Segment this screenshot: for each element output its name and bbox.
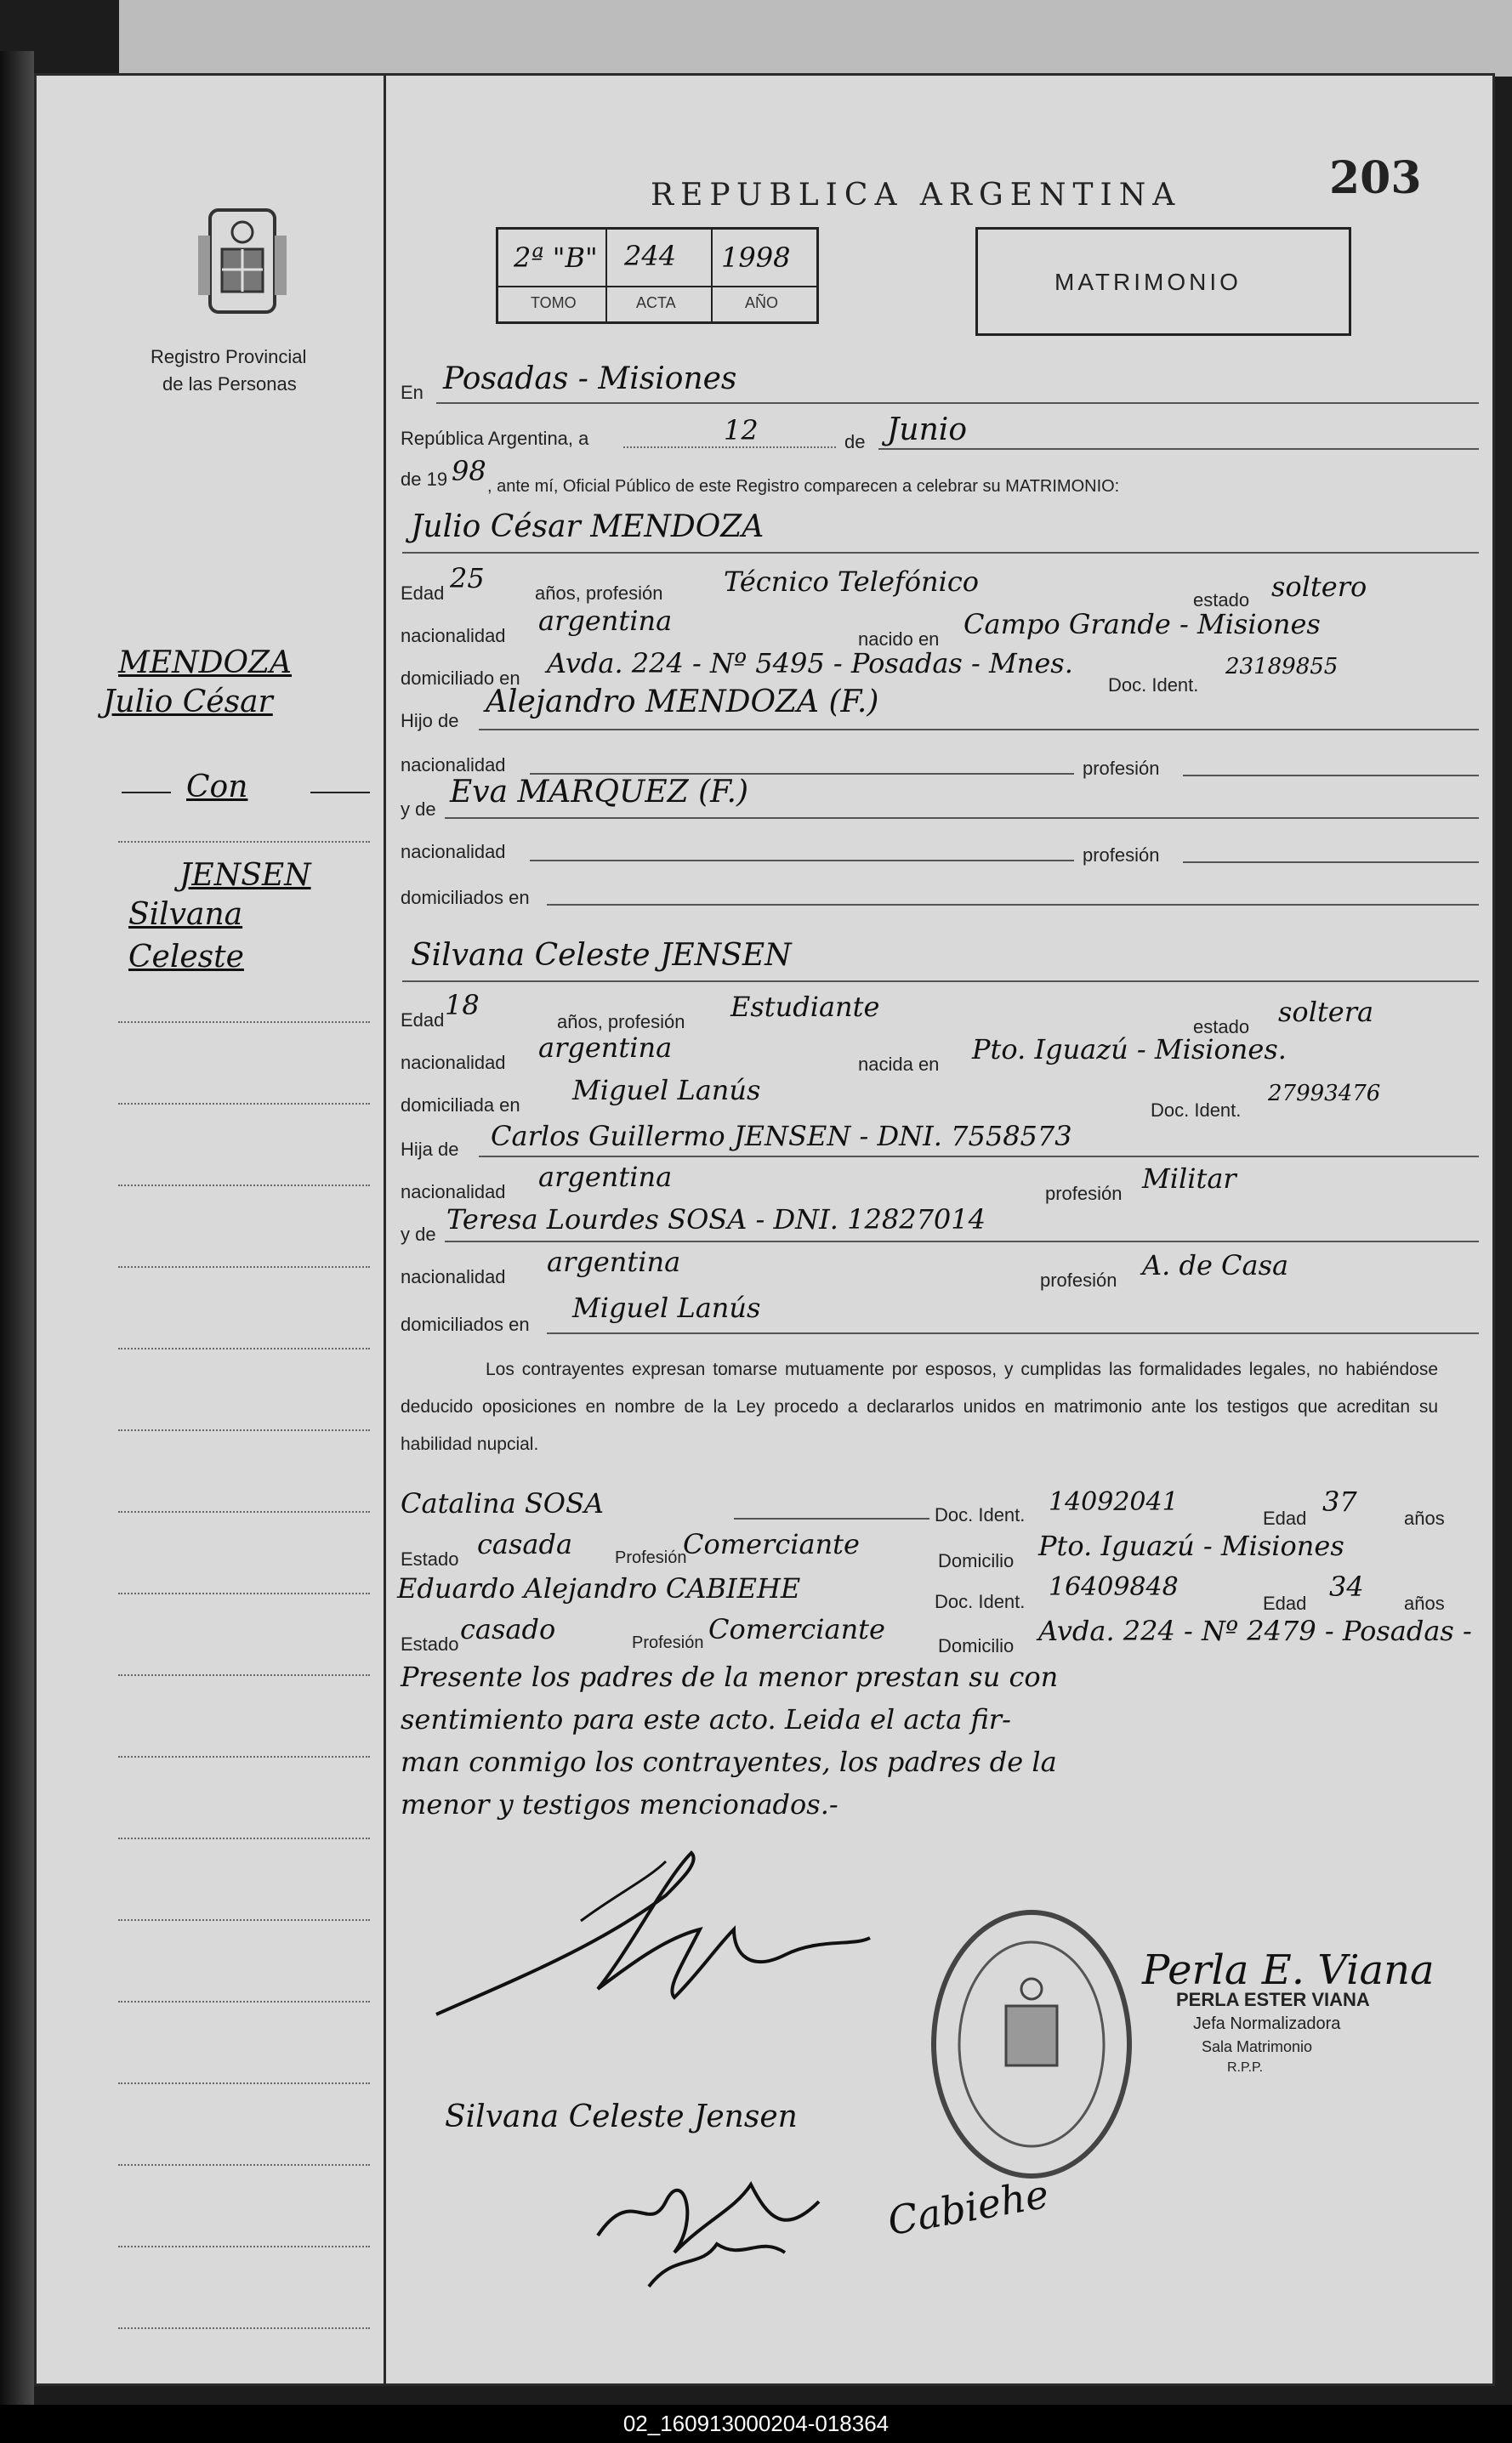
en-label: En (401, 382, 423, 403)
witness1-name: Catalina SOSA (401, 1487, 605, 1520)
republica-label: República Argentina, a (401, 428, 589, 449)
bride-nationality: argentina (538, 1031, 673, 1064)
margin-surname-bride: JENSEN (179, 858, 311, 893)
groom-status: soltero (1271, 571, 1367, 603)
observation-line-3: man conmigo los contrayentes, los padres de la (401, 1746, 1057, 1778)
witness1-status: casada (477, 1528, 573, 1560)
record-reference-box (496, 227, 819, 324)
witness2-profession-label: Profesión (632, 1633, 704, 1652)
document-type: MATRIMONIO (1054, 269, 1242, 295)
de-label: de (844, 431, 866, 452)
bride-father: Carlos Guillermo JENSEN - DNI. 7558573 (491, 1120, 1072, 1152)
margin-name-bride-b: Celeste (128, 940, 244, 974)
witness2-age-label: Edad (1263, 1593, 1307, 1614)
groom-birthplace-label: nacido en (858, 628, 940, 650)
witness1-age-label: Edad (1263, 1508, 1307, 1529)
tomo-value: 2ª "B" (514, 241, 598, 274)
bride-father-nationality-label: nacionalidad (401, 1181, 506, 1202)
parent-signature-scribble (581, 2133, 853, 2304)
document-type-box (975, 227, 1351, 336)
groom-signature-scribble (411, 1844, 887, 2031)
officer-title: Jefa Normalizadora (1193, 2014, 1341, 2033)
bride-father-nationality: argentina (538, 1161, 673, 1193)
groom-father-nationality-label: nacionalidad (401, 754, 506, 776)
groom-nationality-label: nacionalidad (401, 625, 506, 646)
bride-doc-label: Doc. Ident. (1151, 1099, 1242, 1121)
groom-nationality: argentina (538, 605, 673, 637)
anio-value: 1998 (721, 241, 791, 274)
witness2-address: Avda. 224 - Nº 2479 - Posadas - (1038, 1615, 1472, 1647)
witness1-years-label: años (1404, 1508, 1445, 1529)
groom-doc-label: Doc. Ident. (1108, 674, 1199, 696)
officer-org: R.P.P. (1227, 2060, 1264, 2075)
groom-profession: Técnico Telefónico (724, 565, 980, 598)
witness2-years-label: años (1404, 1593, 1445, 1614)
bride-mother-profession-label: profesión (1040, 1270, 1117, 1291)
groom-mother: Eva MARQUEZ (F.) (450, 775, 748, 810)
certificate-page (34, 73, 1495, 2386)
bride-age: 18 (445, 989, 480, 1021)
margin-divider (384, 76, 386, 2383)
bride-mother: Teresa Lourdes SOSA - DNI. 12827014 (446, 1203, 986, 1236)
observation-line-2: sentimiento para este acto. Leida el acta fir- (401, 1703, 1011, 1736)
bride-nationality-label: nacionalidad (401, 1052, 506, 1073)
groom-mother-nationality-label: nacionalidad (401, 841, 506, 862)
bride-parents-address: Miguel Lanús (572, 1292, 761, 1324)
witness2-name: Eduardo Alejandro CABIEHE (397, 1572, 801, 1605)
observation-line-1: Presente los padres de la menor prestan su con (401, 1661, 1059, 1693)
margin-surname-groom: MENDOZA (118, 645, 293, 680)
groom-age-label: Edad (401, 582, 445, 604)
year-prefix: de 19 (401, 469, 448, 490)
acta-label: ACTA (636, 294, 676, 311)
witness1-age: 37 (1322, 1486, 1357, 1518)
bride-status-label: estado (1193, 1016, 1250, 1037)
groom-full-name: Julio César MENDOZA (411, 509, 765, 544)
bride-years-label: años, profesión (557, 1011, 685, 1032)
witness2-doc: 16409848 (1049, 1572, 1179, 1602)
bride-birthplace-label: nacida en (858, 1054, 940, 1075)
bride-full-name: Silvana Celeste JENSEN (411, 938, 792, 973)
bride-daughter-of-label: Hija de (401, 1139, 459, 1160)
book-binding (0, 51, 34, 2415)
country-title: REPUBLICA ARGENTINA (651, 178, 1182, 213)
groom-son-of-label: Hijo de (401, 710, 459, 731)
bride-profession: Estudiante (730, 991, 880, 1023)
officer-dept: Sala Matrimonio (1202, 2038, 1313, 2055)
officer-name: PERLA ESTER VIANA (1176, 1989, 1370, 2010)
witness1-doc: 14092041 (1049, 1487, 1179, 1517)
groom-status-label: estado (1193, 589, 1250, 611)
year-suffix: 98 (452, 455, 486, 487)
bride-status: soltera (1278, 996, 1374, 1028)
witness1-profession-label: Profesión (615, 1548, 687, 1567)
bride-mother-nationality-label: nacionalidad (401, 1266, 506, 1287)
marriage-month: Junio (887, 412, 967, 447)
registry-name-line2: de las Personas (162, 373, 297, 395)
acta-value: 244 (624, 240, 677, 272)
margin-conjunction: Con (186, 770, 248, 804)
groom-address-label: domiciliado en (401, 668, 520, 689)
groom-and-of-label: y de (401, 798, 436, 820)
bride-address-label: domiciliada en (401, 1094, 520, 1116)
witness1-doc-label: Doc. Ident. (935, 1504, 1026, 1525)
archive-id-footer: 02_160913000204-018364 (0, 2405, 1512, 2443)
margin-name-bride-a: Silvana (128, 897, 243, 932)
observation-line-4: menor y testigos mencionados.- (401, 1788, 838, 1821)
declaration-paragraph: Los contrayentes expresan tomarse mutuamente por esposos, y cumplidas las formalidades legales, no habiéndose deducido oposiciones en nombre de la Ley procedo a declararlos unidos en matrimonio ante los testigos que acreditan su habilidad nupcial. (401, 1360, 1438, 1454)
bride-address: Miguel Lanús (572, 1074, 761, 1106)
bride-parents-address-label: domiciliados en (401, 1314, 530, 1335)
witness2-doc-label: Doc. Ident. (935, 1591, 1026, 1612)
officer-signature: Perla E. Viana (1142, 1946, 1435, 1994)
groom-address: Avda. 224 - Nº 5495 - Posadas - Mnes. (547, 647, 1073, 679)
bride-birthplace: Pto. Iguazú - Misiones. (972, 1033, 1287, 1065)
witness2-profession: Comerciante (708, 1613, 885, 1645)
official-stamp-icon (921, 1904, 1142, 2184)
tomo-label: TOMO (531, 294, 577, 311)
groom-parents-address-label: domiciliados en (401, 887, 530, 908)
previous-page-edge (119, 0, 1512, 77)
margin-name-groom: Julio César (103, 685, 273, 719)
witness2-status: casado (460, 1613, 556, 1645)
registry-name-line1: Registro Provincial (151, 346, 307, 367)
bride-signature: Silvana Celeste Jensen (445, 2099, 798, 2134)
bride-doc: 27993476 (1268, 1081, 1381, 1106)
marriage-day: 12 (724, 414, 759, 446)
witness-signature: Cabiehe (884, 2170, 1053, 2245)
witness2-address-label: Domicilio (938, 1635, 1015, 1656)
groom-years-label: años, profesión (535, 582, 663, 604)
groom-age: 25 (450, 562, 485, 594)
anio-label: AÑO (745, 294, 779, 311)
bride-mother-nationality: argentina (547, 1246, 681, 1278)
provincial-seal-icon (191, 202, 293, 329)
groom-mother-profession-label: profesión (1083, 844, 1160, 866)
witness1-profession: Comerciante (683, 1528, 860, 1560)
bride-mother-profession: A. de Casa (1142, 1249, 1289, 1281)
witness1-address-label: Domicilio (938, 1550, 1015, 1571)
intro-sentence: , ante mí, Oficial Público de este Registro comparecen a celebrar su MATRIMONIO: (487, 477, 1120, 496)
witness2-status-label: Estado (401, 1633, 459, 1655)
bride-father-profession-label: profesión (1045, 1183, 1123, 1204)
groom-birthplace: Campo Grande - Misiones (963, 608, 1321, 640)
witness2-age: 34 (1329, 1571, 1364, 1603)
bride-and-of-label: y de (401, 1224, 436, 1245)
witness1-status-label: Estado (401, 1548, 459, 1570)
groom-doc: 23189855 (1225, 654, 1339, 679)
bride-age-label: Edad (401, 1009, 445, 1031)
groom-father: Alejandro MENDOZA (F.) (486, 685, 879, 719)
witness1-address: Pto. Iguazú - Misiones (1038, 1530, 1344, 1562)
groom-father-profession-label: profesión (1083, 758, 1160, 779)
place: Posadas - Misiones (443, 361, 737, 396)
bride-father-profession: Militar (1142, 1162, 1236, 1195)
page-number: 203 (1329, 152, 1422, 204)
